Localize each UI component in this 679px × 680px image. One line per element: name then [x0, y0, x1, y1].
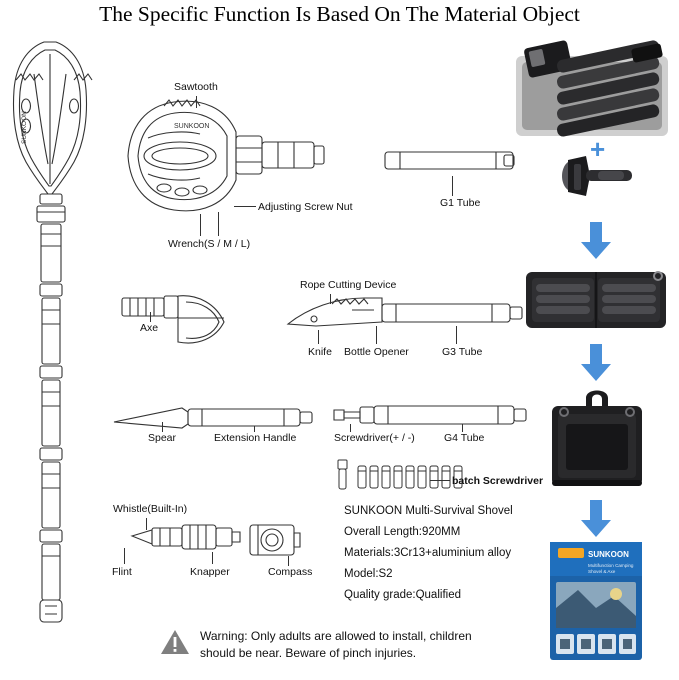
g1-tube-outline [384, 148, 516, 174]
leader-sawtooth [196, 96, 197, 108]
leader-knapper [212, 552, 213, 564]
leader-bottle-opener [376, 326, 377, 344]
leader-rope-cutting-device [330, 294, 331, 304]
leader-wrench-2 [218, 212, 219, 236]
leader-g4-tube [462, 424, 463, 432]
spear-extension-outline [112, 400, 318, 436]
leader-batch-screwdriver [430, 480, 450, 481]
leader-adjusting-screw-nut [234, 206, 256, 207]
leader-extension-handle [254, 426, 255, 432]
leader-axe [150, 312, 151, 322]
label-spear: Spear [148, 432, 177, 444]
knife-g3-outline [286, 292, 526, 342]
box-line-2: Shovel & Axe [588, 569, 616, 574]
warning-triangle-icon [160, 628, 190, 656]
svg-text:SUNKOON: SUNKOON [21, 111, 28, 144]
leader-g3-tube [456, 326, 457, 344]
label-g1-tube: G1 Tube [440, 197, 481, 209]
leader-whistle [146, 518, 147, 530]
label-bottle-opener: Bottle Opener [344, 346, 409, 358]
label-knapper: Knapper [190, 566, 230, 578]
arrow-down-2 [580, 344, 612, 387]
leader-g1-tube [452, 176, 453, 196]
plus-sign: + [590, 134, 606, 164]
arrow-down-1 [580, 222, 612, 265]
svg-text:SUNKOON: SUNKOON [174, 123, 210, 130]
label-batch-screwdriver: batch Screwdriver [452, 475, 544, 487]
product-photo-carry-bag [542, 384, 652, 499]
spec-line-3: Materials:3Cr13+aluminium alloy [344, 547, 512, 559]
leader-screwdriver [350, 424, 351, 432]
label-axe: Axe [140, 322, 159, 334]
axe-outline [120, 288, 250, 350]
arrow-down-3 [580, 500, 612, 543]
leader-flint [124, 548, 125, 564]
screwdriver-g4-outline [332, 398, 532, 434]
warning-text [200, 628, 472, 662]
spec-line-5: Quality grade:Qualified [344, 589, 461, 601]
leader-compass [288, 556, 289, 566]
label-rope-cutting-device: Rope Cutting Device [300, 279, 397, 291]
spec-list [344, 501, 513, 606]
spec-line-4: Model:S2 [344, 568, 393, 580]
label-extension-handle: Extension Handle [214, 432, 297, 444]
full-shovel-outline [4, 34, 114, 634]
page-title: The Specific Function Is Based On The Material Object [99, 2, 580, 26]
box-brand-text: SUNKOON [588, 550, 629, 559]
leader-spear [162, 422, 163, 432]
product-photo-tool-roll [524, 266, 668, 339]
warning-line-1: Warning: Only adults are allowed to install, children [200, 629, 472, 643]
spec-line-1: SUNKOON Multi-Survival Shovel [344, 505, 513, 517]
warning-block [160, 628, 580, 662]
product-photo-axe [556, 154, 636, 205]
leader-knife [318, 330, 319, 344]
label-compass: Compass [268, 566, 313, 578]
label-whistle: Whistle(Built-In) [113, 503, 188, 515]
label-g4-tube: G4 Tube [444, 432, 485, 444]
label-knife: Knife [308, 346, 332, 358]
label-screwdriver: Screwdriver(+ / -) [334, 432, 415, 444]
label-sawtooth: Sawtooth [174, 81, 218, 93]
box-line-1: Multifunction Camping [588, 563, 634, 568]
compass-outline [248, 521, 304, 561]
spec-line-2: Overall Length:920MM [344, 526, 461, 538]
leader-wrench [200, 214, 201, 236]
product-photo-retail-box [544, 538, 648, 669]
product-photo-shovel-set [512, 36, 672, 146]
label-flint: Flint [112, 566, 132, 578]
label-adjusting-screw-nut: Adjusting Screw Nut [258, 201, 353, 213]
label-g3-tube: G3 Tube [442, 346, 483, 358]
label-wrench: Wrench(S / M / L) [168, 238, 251, 250]
warning-line-2: should be near. Beware of pinch injuries. [200, 646, 417, 660]
flint-knapper-outline [130, 516, 252, 560]
